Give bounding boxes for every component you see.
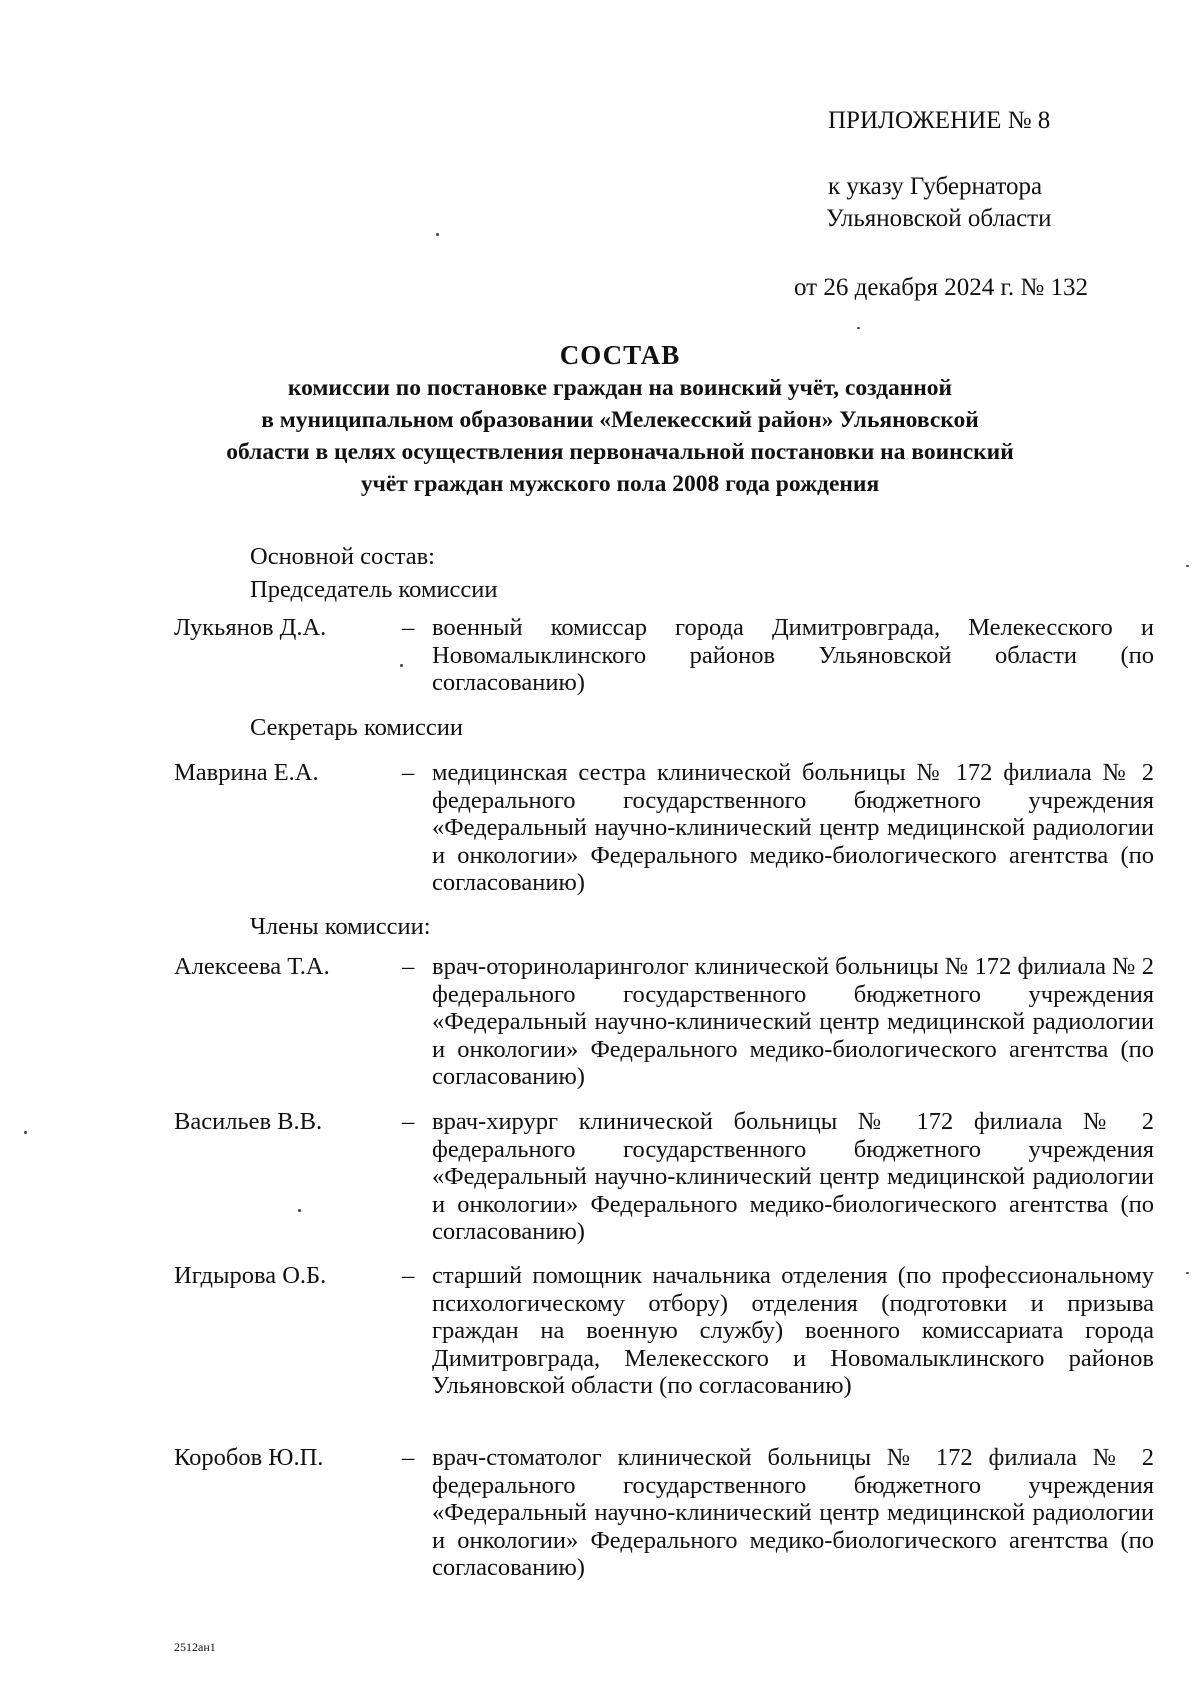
dash-separator: – (402, 1262, 415, 1289)
member-name: Васильев В.В. (174, 1108, 323, 1135)
scan-speck (1186, 1272, 1189, 1274)
chair-heading: Председатель комиссии (250, 576, 498, 603)
decree-reference-line2: Ульяновской области (826, 205, 1052, 232)
document-subtitle-line: в муниципальном образовании «Мелекесский район» Ульяновской (261, 407, 979, 433)
scan-speck (298, 1209, 301, 1212)
document-title-block (120, 338, 1120, 500)
member-name: Коробов Ю.П. (174, 1444, 324, 1471)
members-heading: Члены комиссии: (250, 913, 431, 940)
dash-separator: – (402, 953, 415, 980)
scan-speck (1186, 565, 1189, 567)
member-position: военный комиссар города Димитровграда, Мелекесского и Новомалыклинского районов Ульяновской области (по согласованию) (432, 614, 1154, 696)
scan-speck (857, 327, 860, 329)
document-subtitle-line: области в целях осуществления первоначальной постановки на воинский (226, 439, 1014, 465)
scan-speck (436, 233, 439, 236)
dash-separator: – (402, 1444, 415, 1471)
member-position: врач-стоматолог клинической больницы № 172 филиала № 2 федерального государственного бюджетного учреждения «Федеральный научно-клинический центр медицинской радиологии и онкологии» Федерального медико-биологического агентства (по согласованию) (432, 1444, 1154, 1581)
member-name: Маврина Е.А. (174, 759, 319, 786)
scan-speck (400, 664, 403, 667)
decree-date: от 26 декабря 2024 г. № 132 (794, 274, 1089, 301)
document-subtitle-line: учёт граждан мужского пола 2008 года рождения (360, 471, 880, 497)
document-subtitle-line: комиссии по постановке граждан на воинский учёт, созданной (287, 375, 953, 401)
member-name: Игдырова О.Б. (174, 1262, 327, 1289)
member-position: врач-оториноларинголог клинической больницы № 172 филиала № 2 федерального государственного бюджетного учреждения «Федеральный научно-клинический центр медицинской радиологии и онкологии» Федерального медико-биологического агентства (по согласованию) (432, 953, 1154, 1090)
document-code: 2512ан1 (174, 1640, 216, 1654)
decree-reference-line1: к указу Губернатора (828, 173, 1043, 200)
secretary-heading: Секретарь комиссии (250, 714, 463, 741)
member-position: медицинская сестра клинической больницы № 172 филиала № 2 федерального государственного бюджетного учреждения «Федеральный научно-клинический центр медицинской радиологии и онкологии» Федерального медико-биологического агентства (по согласованию) (432, 759, 1154, 896)
member-name: Лукьянов Д.А. (174, 614, 327, 641)
dash-separator: – (402, 1108, 415, 1135)
scan-speck (24, 1131, 27, 1134)
appendix-title: ПРИЛОЖЕНИЕ № 8 (828, 107, 1051, 134)
dash-separator: – (402, 614, 415, 641)
member-position: врач-хирург клинической больницы № 172 филиала № 2 федерального государственного бюджетного учреждения «Федеральный научно-клинический центр медицинской радиологии и онкологии» Федерального медико-биологического агентства (по согласованию) (432, 1108, 1154, 1245)
dash-separator: – (402, 759, 415, 786)
member-name: Алексеева Т.А. (174, 953, 330, 980)
main-composition-heading: Основной состав: (250, 543, 435, 570)
document-title: СОСТАВ (559, 340, 681, 370)
member-position: старший помощник начальника отделения (по профессиональному психологическому отбору) отделения (подготовки и призыва граждан на военную службу) военного комиссариата города Димитровграда, Мелекесского и Новомалыклинского районов Ульяновской области (по согласованию) (432, 1262, 1154, 1399)
